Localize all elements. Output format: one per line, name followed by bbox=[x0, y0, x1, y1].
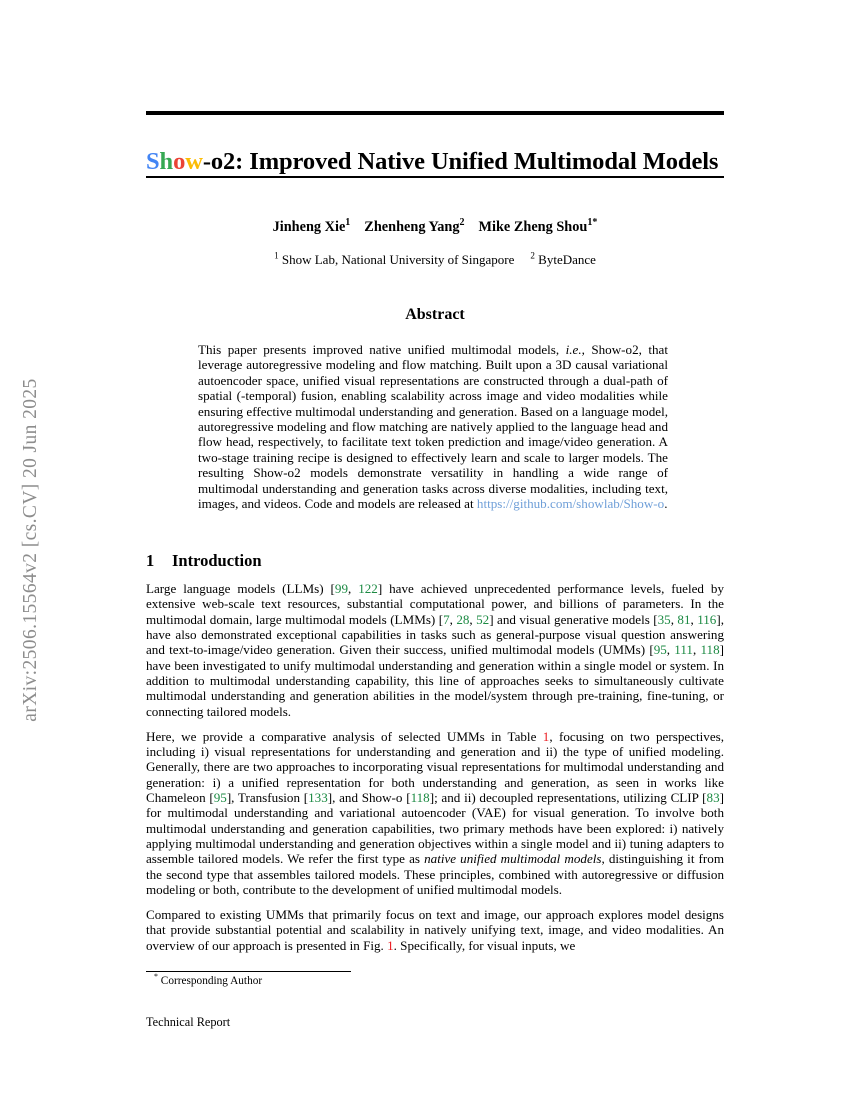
author-name: Zhenheng Yang bbox=[364, 219, 460, 235]
affiliation-list bbox=[146, 252, 724, 268]
text-run: ], have also demonstrated exceptional capabilities in tasks such as general-purpose visual question answering and text-to-image/video generation. Given their success, unified multimodal models (UMMs) [ bbox=[146, 611, 724, 658]
abstract-ie: i.e., bbox=[565, 342, 585, 357]
citation-ref[interactable]: 133 bbox=[308, 789, 328, 805]
footnote-text: Corresponding Author bbox=[160, 975, 263, 987]
text-run: ] have achieved unprecedented performance levels, fueled by extensive web-scale text resources, substantial computational power, and billions of parameters. In the multimodal domain, large multimodal models (LMMs) [ bbox=[146, 581, 724, 627]
footnote-mark: * bbox=[154, 972, 158, 982]
text-run: , distinguishing it from the second type that assembles tailored models. These principles, combined with autoregressive or diffusion modeling or both, contribute to the development of unified multimodal models. bbox=[146, 851, 725, 898]
citation-ref[interactable]: 81 bbox=[677, 611, 691, 627]
text-run: Here, we provide a comparative analysis of selected UMMs in Table bbox=[146, 728, 543, 744]
citation-ref[interactable]: 122 bbox=[358, 581, 378, 596]
citation-ref[interactable]: 116 bbox=[697, 611, 717, 627]
citation-ref[interactable]: 99 bbox=[334, 581, 348, 596]
citation-ref[interactable]: 118 bbox=[410, 789, 430, 805]
section-number: 1 bbox=[146, 551, 155, 570]
brand-letter-h: h bbox=[159, 148, 174, 176]
paragraph-2 bbox=[146, 729, 724, 898]
text-run: , bbox=[670, 611, 678, 627]
citation-ref[interactable]: 111 bbox=[674, 642, 693, 658]
affiliation-mark: 2 bbox=[530, 250, 535, 261]
citation-ref[interactable]: 7 bbox=[443, 611, 450, 627]
author-marks: 1* bbox=[587, 217, 598, 229]
affiliation-text: Show Lab, National University of Singapore bbox=[281, 252, 515, 267]
citation-ref[interactable]: 95 bbox=[653, 642, 667, 658]
text-run: Large language models (LLMs) [ bbox=[146, 581, 335, 596]
brand-letter-o: o bbox=[173, 148, 186, 176]
text-run: ] for multimodal understanding and variational autoencoder (VAE) for visual generation. To involve both multimodal understanding and generation capabilities, two primary methods have been explored: i) natively applying multimodal understanding and generation objectives within a single model and ii) tuning adapters to assemble tailored models. We refer the first type as bbox=[146, 789, 725, 867]
title-rest: -o2: Improved Native Unified Multimodal Models bbox=[202, 148, 719, 176]
arxiv-stamp-text: arXiv:2506.15564v2 [cs.CV] 20 Jun 2025 bbox=[20, 378, 41, 722]
author-name: Jinheng Xie bbox=[272, 219, 346, 235]
technical-report-label: Technical Report bbox=[146, 1015, 231, 1029]
abstract-heading: Abstract bbox=[405, 306, 465, 323]
text-run: , bbox=[690, 611, 698, 627]
footnote-corresponding-author bbox=[154, 972, 263, 987]
citation-ref[interactable]: 28 bbox=[456, 611, 470, 627]
abstract-body bbox=[198, 342, 668, 511]
affiliation-text: ByteDance bbox=[538, 252, 596, 267]
author-marks: 1 bbox=[345, 217, 351, 229]
brand-letter-w: w bbox=[185, 148, 203, 176]
text-run: , bbox=[469, 611, 477, 627]
section-heading-introduction bbox=[146, 551, 262, 571]
paragraph-1 bbox=[146, 581, 724, 719]
citation-ref[interactable]: 83 bbox=[706, 789, 720, 805]
author-name: Mike Zheng Shou bbox=[478, 219, 588, 235]
arxiv-stamp bbox=[0, 0, 62, 1100]
footnote-rule bbox=[146, 971, 351, 972]
citation-ref[interactable]: 95 bbox=[213, 789, 227, 805]
text-run: ] have been investigated to unify multimodal understanding and generation within a single model or system. In addition to multimodal understanding capability, this line of approaches seeks to simultaneously cultivate multimodal understanding and generation abilities in the model/system through pre-training, fine-tuning, or connecting tailored models. bbox=[146, 642, 724, 719]
text-run: ], and Show-o [ bbox=[327, 789, 411, 805]
affiliation-mark: 1 bbox=[274, 250, 279, 261]
table-ref[interactable]: 1 bbox=[542, 728, 550, 744]
abstract-text: This paper presents improved native unified multimodal models, bbox=[198, 342, 566, 357]
github-link[interactable]: https://github.com/showlab/Show-o bbox=[476, 496, 665, 512]
page-title bbox=[146, 149, 724, 176]
text-run: Compared to existing UMMs that primarily focus on text and image, our approach explores model designs that provide substantial potential and scalability in natively unifying text, image, and video modalities. An overview of our approach is presented in Fig. bbox=[146, 906, 724, 953]
citation-ref[interactable]: 52 bbox=[476, 611, 490, 627]
citation-ref[interactable]: 118 bbox=[700, 642, 720, 658]
text-run: , bbox=[449, 611, 457, 627]
figure-ref[interactable]: 1 bbox=[387, 937, 394, 953]
text-run: , focusing on two perspectives, including i) visual representations for understanding and generation and ii) the type of unified modeling. Generally, there are two approaches to incorporating visual representations for multimodal understanding and generation: i) a unified representation for both understanding and generation, as seen in works like Chameleon [ bbox=[146, 728, 724, 805]
text-run: ] and visual generative models [ bbox=[489, 611, 658, 627]
author-marks: 2 bbox=[459, 217, 465, 229]
text-run: , bbox=[347, 581, 359, 596]
brand-letter-s: S bbox=[146, 148, 160, 176]
abstract-text: Show-o2, that leverage autoregressive modeling and flow matching. Built upon a 3D causal variational autoencoder space, unified visual representations are constructed through a dual-path of spatial (-temporal) fusion, enabling scalability across image and video modalities while ensuring effective multimodal understanding and generation. Based on a language model, autoregressive modeling and flow matching are natively applied to the language head and flow head, respectively, to facilitate text token prediction and image/video generation. A two-stage training recipe is designed to effectively learn and scale to larger models. The resulting Show-o2 models demonstrate versatility in handling a wide range of multimodal understanding and generation tasks across diverse modalities, including text, images, and videos. Code and models are released at bbox=[198, 342, 668, 512]
text-run: , bbox=[666, 642, 675, 658]
text-run: . Specifically, for visual inputs, we bbox=[393, 937, 576, 953]
text-run: ]; and ii) decoupled representations, utilizing CLIP [ bbox=[429, 789, 707, 805]
text-run: ], Transfusion [ bbox=[226, 789, 309, 805]
text-run: , bbox=[692, 642, 701, 658]
citation-ref[interactable]: 35 bbox=[657, 611, 671, 627]
emphasis-native-umm: native unified multimodal models bbox=[424, 851, 602, 867]
paragraph-3 bbox=[146, 907, 724, 953]
section-title: Introduction bbox=[172, 551, 262, 570]
paper-page bbox=[146, 0, 724, 1100]
author-list bbox=[146, 219, 724, 236]
abstract-text: . bbox=[664, 496, 668, 512]
title-rule-top bbox=[146, 111, 724, 115]
body-column bbox=[146, 581, 724, 962]
